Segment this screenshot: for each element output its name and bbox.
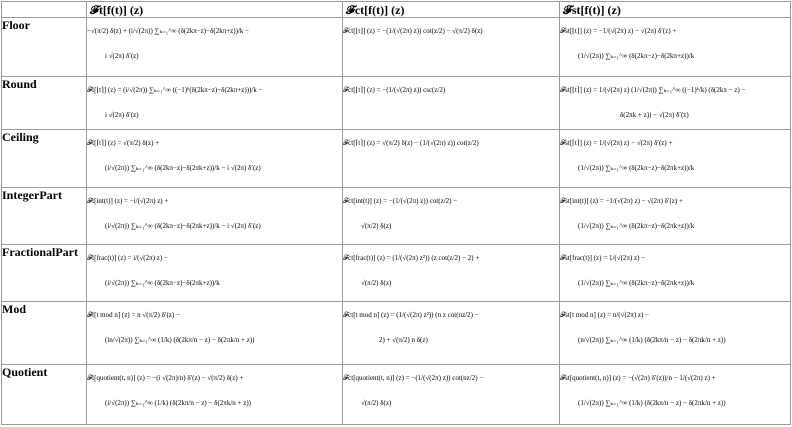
row-label-ceiling: Ceiling [2,129,87,187]
formula-line: 𝓕ct[frac(t)] (z) = (1/(√(2π) z²)) (z cot(z/2) − 2) + [343,253,480,262]
formula-line: (i/√(2π)) ∑ₖ₌₁^∞ (δ(2kπ−z)−δ(2πk+z))/k [105,278,220,287]
formula-line: 𝓕ct[int(t)] (z) = −(1/(√(2π) z)) cot(z/2) − [343,196,458,205]
header-fourier-sine-transform: 𝓕st[f(t)] (z) [560,2,791,18]
formula-line: δ(2πk + z)) − √(2π) δ′(z) [620,111,689,119]
table-row [2,301,791,364]
formula-line: 𝓕t[quotient(t, n)] (z) = −(i √(2π)/n) δ′(z) − √(π/2) δ(z) + [87,373,244,382]
formula-line: 𝓕t[frac(t)] (z) = i/(√(2π) z) − [87,253,168,262]
cell-integerpart-fourier [87,187,343,244]
cell-ceiling-fourier [87,129,343,187]
cell-mod-cosine [343,301,560,364]
row-label-quotient: Quotient [2,364,87,424]
cell-round-fourier [87,77,343,130]
formula-line: (1/√(2π)) ∑ₖ₌₁^∞ (δ(2kπ−z)−δ(2kπ+z))/k [578,52,695,60]
formula-line: 𝓕ct[t mod n] (z) = (1/(√(2π) z²)) (n z cot(nz/2) − [343,310,479,319]
formula-line: (in/√(2π)) ∑ₖ₌₁^∞ (1/k) (δ(2kπ/n − z) − δ(2πk/n + z)) [105,335,255,344]
formula-line: 𝓕st[t mod n] (z) = n/(√(2π) z) − [560,310,650,319]
formula-line: 𝓕t[⌈t⌉] (z) = √(π/2) δ(z) + [87,138,160,147]
formula-line: (n/√(2π)) ∑ₖ₌₁^∞ (1/k) (δ(2kπ/n − z) − δ(2πk/n + z)) [578,335,726,344]
header-empty [2,2,87,18]
formula-line: 𝓕ct[⌈t⌉] (z) = √(π/2) δ(z) − (1/(√(2π) z)) cot(z/2) [343,138,479,147]
cell-integerpart-cosine [343,187,560,244]
formula-line: (1/√(2π)) ∑ₖ₌₁^∞ (δ(2kπ−z)−δ(2πk+z))/k [578,163,695,172]
cell-quotient-cosine [343,364,560,424]
table-row [2,129,791,187]
cell-fractionalpart-cosine [343,244,560,301]
formula-line: 𝓕ct[quotient(t, n)] (z) = −(1/(√(2π) z)) cot(nz/2) − [343,373,484,382]
formula-line: i √(2π) δ′(z) [105,52,139,60]
row-label-mod: Mod [2,301,87,364]
cell-fractionalpart-sine [560,244,791,301]
table-row [2,187,791,244]
formula-line: 𝓕st[frac(t)] (z) = 1/(√(2π) z) − [560,253,646,262]
formula-line: √(π/2) δ(z) [361,398,392,407]
cell-mod-fourier [87,301,343,364]
formula-line: i √(2π) δ′(z) [105,111,139,119]
formula-line: 2) + √(π/2) n δ(z) [379,335,428,344]
formula-line: 𝓕ct[⌊t⌉] (z) = −(1/(√(2π) z)) csc(z/2) [343,86,446,94]
formula-line: 𝓕t[int(t)] (z) = −i/(√(2π) z) + [87,196,169,205]
cell-floor-cosine [343,18,560,77]
cell-fractionalpart-fourier [87,244,343,301]
formula-line: (1/√(2π)) ∑ₖ₌₁^∞ (δ(2kπ−z)−δ(2πk+z))/k [578,221,695,230]
cell-round-cosine [343,77,560,130]
formula-line: −√(π/2) δ(z) + (i/√(2π)) ∑ₖ₌₁^∞ (δ(2kπ−z)−δ(2kπ+z))/k − [87,27,250,35]
formula-line: 𝓕st[⌊t⌋] (z) = −1/(√(2π) z) − √(2π) δ′(z) + [560,27,677,35]
formula-line: 𝓕t[t mod n] (z) = n √(π/2) δ′(z) − [87,310,180,319]
formula-line: 𝓕st[⌊t⌉] (z) = 1/(√(2π) z) (1/√(2π)) ∑ₖ₌₁^∞ ((−1)ᵏ/k) (δ(2kπ − z) − [560,86,746,94]
row-label-floor: Floor [2,18,87,77]
row-label-round: Round [2,77,87,130]
table-row [2,18,791,77]
formula-line: √(π/2) δ(z) [361,221,392,230]
cell-quotient-sine [560,364,791,424]
cell-integerpart-sine [560,187,791,244]
cell-floor-sine [560,18,791,77]
cell-ceiling-sine [560,129,791,187]
cell-round-sine [560,77,791,130]
fourier-transform-table [1,1,791,425]
formula-line: 𝓕st[⌈t⌉] (z) = 1/(√(2π) z) − √(2π) δ′(z) + [560,138,673,147]
formula-line: (i/√(2π)) ∑ₖ₌₁^∞ (δ(2kπ−z)−δ(2πk+z))/k − i √(2π) δ′(z) [105,221,261,230]
row-label-fractionalpart: FractionalPart [2,244,87,301]
formula-line: 𝓕t[⌊t⌉] (z) = (i/√(2π)) ∑ₖ₌₁^∞ ((−1)ᵏ(δ(2kπ−z)−δ(2kπ+z)))/k − [87,86,263,94]
formula-line: (1/√(2π)) ∑ₖ₌₁^∞ (1/k) (δ(2kπ/n − z) − δ(2πk/n + z)) [578,398,726,407]
header-fourier-transform: 𝓕t[f(t)] (z) [87,2,343,18]
formula-line: √(π/2) δ(z) [361,278,392,287]
formula-line: 𝓕ct[⌊t⌋] (z) = −(1/(√(2π) z)) cot(z/2) − √(π/2) δ(z) [343,27,483,35]
cell-quotient-fourier [87,364,343,424]
formula-line: (i/√(2π)) ∑ₖ₌₁^∞ (δ(2kπ−z)−δ(2πk+z))/k − i √(2π) δ′(z) [105,163,261,172]
header-row [2,2,791,18]
cell-ceiling-cosine [343,129,560,187]
formula-line: (1/√(2π)) ∑ₖ₌₁^∞ (δ(2kπ−z)−δ(2πk+z))/k [578,278,695,287]
row-label-integerpart: IntegerPart [2,187,87,244]
table-row [2,244,791,301]
header-fourier-cosine-transform: 𝓕ct[f(t)] (z) [343,2,560,18]
formula-line: (i/√(2π)) ∑ₖ₌₁^∞ (1/k) (δ(2kπ/n − z) − δ(2πk/n + z)) [105,398,251,407]
table-row [2,77,791,130]
formula-line: 𝓕st[int(t)] (z) = −1/(√(2π) z) − √(2π) δ′(z) + [560,196,683,205]
table-row [2,364,791,424]
formula-line: 𝓕st[quotient(t, n)] (z) = −(√(2π) δ′(z))/n − 1/(√(2π) z) + [560,373,716,382]
cell-floor-fourier [87,18,343,77]
cell-mod-sine [560,301,791,364]
